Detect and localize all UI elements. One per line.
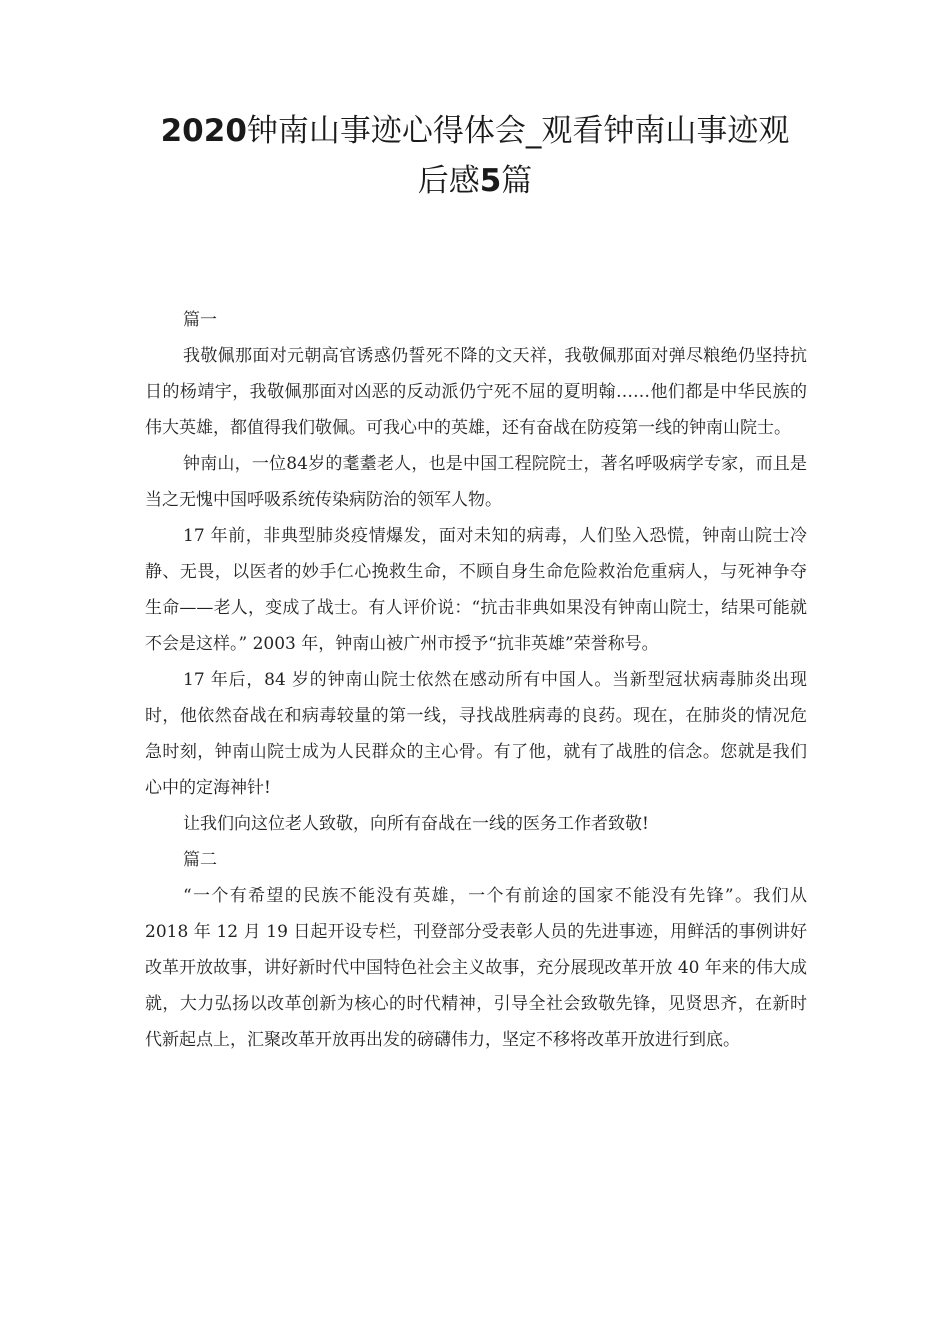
section-heading: 篇一 [183,310,217,330]
paragraph: 钟南山，一位84岁的耄耋老人，也是中国工程院院士，著名呼吸病学专家，而且是当之无愧中国呼吸系统传染病防治的领军人物。 [145,454,807,510]
paragraph: 17 年后，84 岁的钟南山院士依然在感动所有中国人。当新型冠状病毒肺炎出现时，他依然奋战在和病毒较量的第一线，寻找战胜病毒的良药。现在，在肺炎的情况危急时刻，钟南山院士成为人民群众的主心骨。有了他，就有了战胜的信念。您就是我们心中的定海神针! [145,670,807,798]
document-body [145,302,807,1058]
title-text-part1: 钟南山事迹心得体会_观看钟南山事迹观 [246,113,790,149]
title-number: 5 [479,163,502,199]
paragraph: 我敬佩那面对元朝高官诱惑仍誓死不降的文天祥，我敬佩那面对弹尽粮绝仍坚持抗日的杨靖宇，我敬佩那面对凶恶的反动派仍宁死不屈的夏明翰……他们都是中华民族的伟大英雄，都值得我们敬佩。可我心中的英雄，还有奋战在防疫第一线的钟南山院士。 [145,346,807,438]
paragraph: 17 年前，非典型肺炎疫情爆发，面对未知的病毒，人们坠入恐慌，钟南山院士冷静、无畏，以医者的妙手仁心挽救生命，不顾自身生命危险救治危重病人，与死神争夺生命——老人，变成了战士。有人评价说：“抗击非典如果没有钟南山院士，结果可能就不会是这样。” 2003 年，钟南山被广州市授予“抗非英雄”荣誉称号。 [145,526,807,654]
title-text-part2: 后感 [417,163,480,199]
document-title [140,106,810,206]
title-year: 2020 [160,113,247,149]
title-text-part3: 篇 [501,163,533,199]
paragraph: 让我们向这位老人致敬，向所有奋战在一线的医务工作者致敬! [183,814,649,834]
paragraph: “一个有希望的民族不能没有英雄，一个有前途的国家不能没有先锋”。我们从 2018 年 12 月 19 日起开设专栏，刊登部分受表彰人员的先进事迹，用鲜活的事例讲好改革开放故事，讲好新时代中国特色社会主义故事，充分展现改革开放 40 年来的伟大成就，大力弘扬以改革创新为核心的时代精神，引导全社会致敬先锋，见贤思齐，在新时代新起点上，汇聚改革开放再出发的磅礴伟力，坚定不移将改革开放进行到底。 [145,886,807,1050]
section-heading: 篇二 [183,850,217,870]
